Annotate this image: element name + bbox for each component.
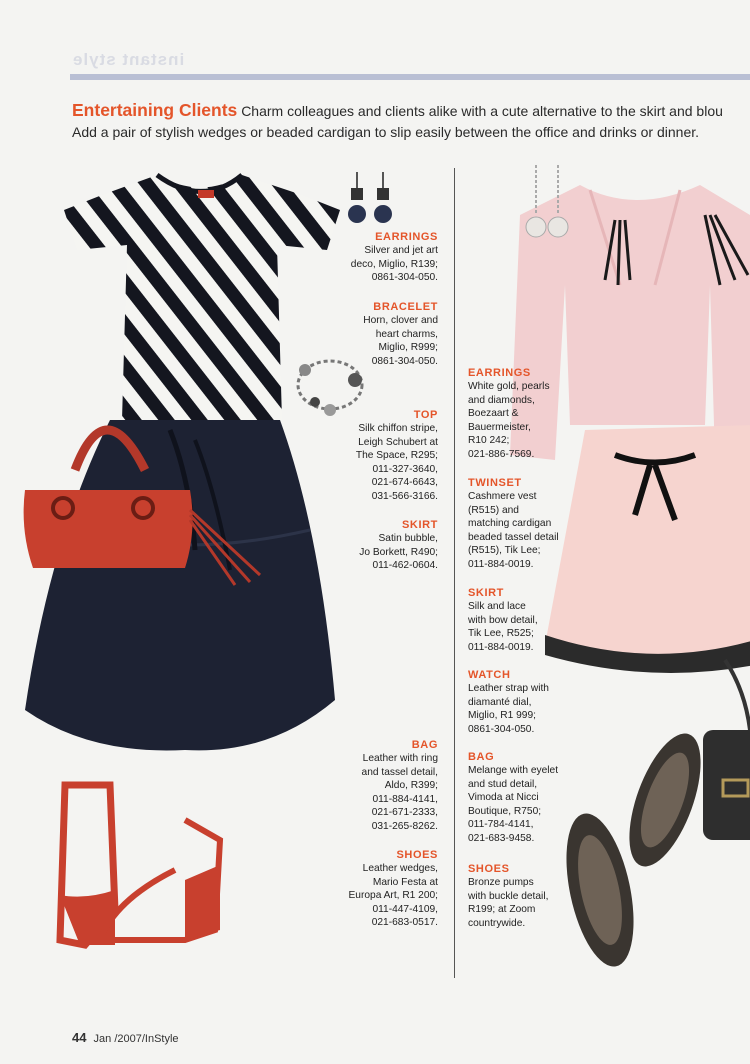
- left-caption-bag: [330, 738, 438, 834]
- column-divider: [454, 168, 455, 978]
- caption-title: SKIRT: [402, 519, 438, 531]
- left-caption-skirt: [330, 518, 438, 573]
- bronze-pumps-image: [560, 740, 710, 980]
- caption-body: Leather wedges, Mario Festa at Europa Art, R1 200; 011-447-4109, 021-683-0517.: [348, 863, 438, 929]
- page-footer: [72, 1030, 179, 1045]
- caption-title: EARRINGS: [468, 367, 531, 379]
- caption-title: BAG: [411, 739, 438, 751]
- left-caption-shoes: [330, 848, 438, 930]
- caption-body: Leather with ring and tassel detail, Aldo, R399; 011-884-4141, 021-671-2333, 031-265-8262.: [361, 753, 438, 832]
- right-caption-watch: [468, 668, 580, 736]
- caption-title: SHOES: [468, 863, 510, 875]
- right-caption-earrings: [468, 366, 580, 462]
- caption-title: TOP: [413, 409, 438, 421]
- left-caption-earrings: [330, 230, 438, 285]
- caption-body: Melange with eyelet and stud detail, Vimoda at Nicci Boutique, R750; 011-784-4141, 021-683-9458.: [468, 765, 559, 844]
- intro-paragraph: [72, 100, 750, 143]
- caption-title: TWINSET: [468, 477, 522, 489]
- caption-title: EARRINGS: [375, 231, 438, 243]
- left-caption-bracelet: [330, 300, 438, 368]
- right-caption-bag: [468, 750, 580, 846]
- intro-line-1: Charm colleagues and clients alike with a cute alternative to the skirt and blou: [241, 103, 723, 119]
- caption-title: BRACELET: [373, 301, 438, 313]
- jet-earrings-image: [345, 170, 395, 230]
- right-caption-shoes: [468, 862, 580, 930]
- caption-title: SHOES: [396, 849, 438, 861]
- header-rule: [70, 74, 750, 80]
- magazine-name: InStyle: [144, 1033, 179, 1045]
- caption-body: Silk and lace with bow detail, Tik Lee, R525; 011-884-0019.: [468, 601, 538, 653]
- caption-title: WATCH: [468, 669, 511, 681]
- left-caption-top: [330, 408, 438, 504]
- caption-title: SKIRT: [468, 587, 504, 599]
- caption-body: White gold, pearls and diamonds, Boezaart & Bauermeister, R10 242; 021-886-7569.: [468, 381, 550, 460]
- issue-date: Jan /2007/: [93, 1033, 145, 1045]
- section-ghost-title: instant style: [72, 50, 185, 69]
- pearl-earrings-image: [522, 165, 572, 240]
- caption-body: Silk chiffon stripe, Leigh Schubert at The Space, R295; 011-327-3640, 021-674-6643, 031-566-3166.: [355, 423, 438, 502]
- caption-body: Satin bubble, Jo Borkett, R490; 011-462-0604.: [359, 533, 438, 572]
- caption-body: Horn, clover and heart charms, Miglio, R999; 0861-304-050.: [363, 315, 438, 367]
- caption-body: Leather strap with diamanté dial, Miglio, R1 999; 0861-304-050.: [468, 683, 549, 735]
- caption-body: Bronze pumps with buckle detail, R199; at Zoom countrywide.: [468, 877, 549, 929]
- intro-line-2: Add a pair of stylish wedges or beaded cardigan to slip easily between the office and drinks or dinner.: [72, 124, 700, 140]
- page-number: 44: [72, 1030, 87, 1045]
- right-caption-twinset: [468, 476, 580, 572]
- red-wedge-shoes-image: [55, 780, 235, 955]
- section-heading: Entertaining Clients: [72, 100, 238, 120]
- caption-body: Cashmere vest (R515) and matching cardigan beaded tassel detail (R515), Tik Lee; 011-884-0019.: [468, 491, 559, 570]
- caption-title: BAG: [468, 751, 495, 763]
- red-handbag-image: [15, 390, 275, 590]
- caption-body: Silver and jet art deco, Miglio, R139; 0861-304-050.: [350, 245, 438, 284]
- right-caption-skirt: [468, 586, 580, 654]
